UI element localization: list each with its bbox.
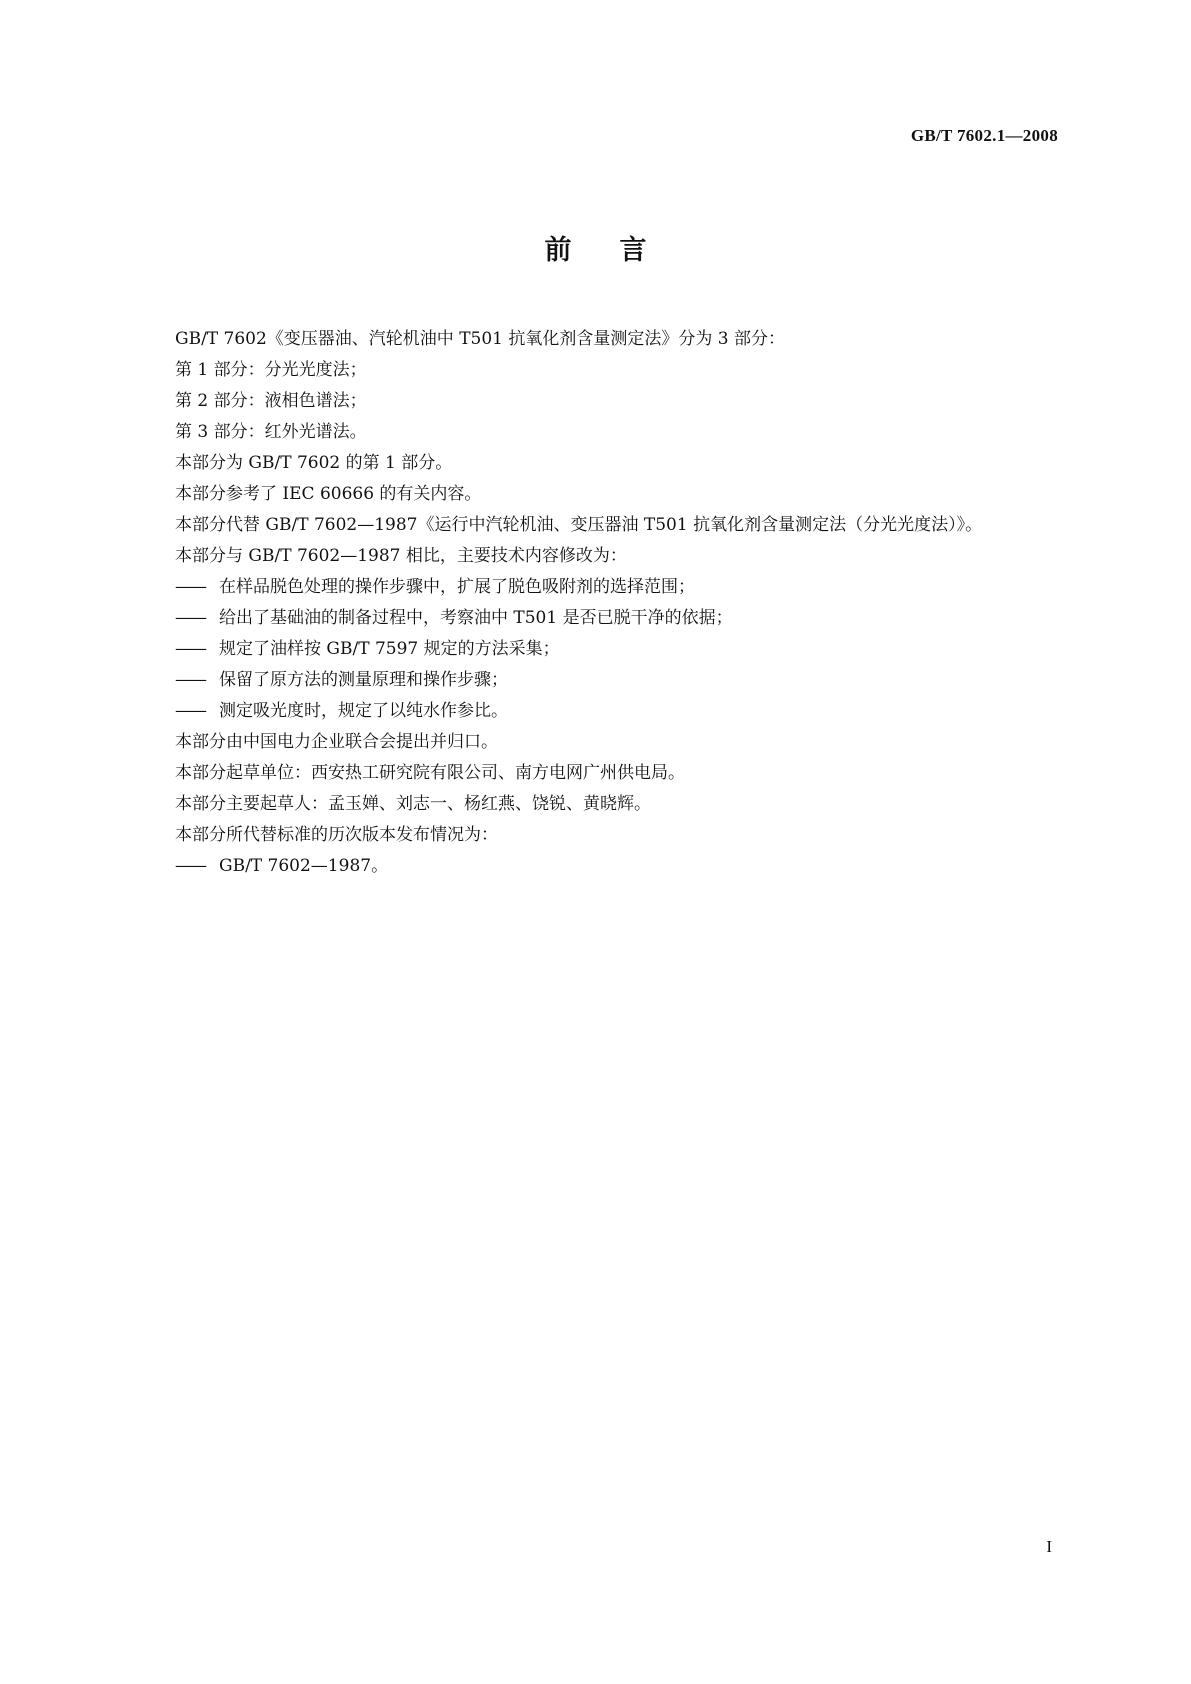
list-item-text: 在样品脱色处理的操作步骤中，扩展了脱色吸附剂的选择范围； [219,577,695,597]
list-item-text: 保留了原方法的测量原理和操作步骤； [219,670,508,690]
paragraph: 第 3 部分：红外光谱法。 [175,422,367,442]
dash-marker: —— [175,608,205,628]
list-item-text: 规定了油样按 GB/T 7597 规定的方法采集； [219,639,560,659]
paragraph: 本部分为 GB/T 7602 的第 1 部分。 [175,453,453,473]
standard-code: GB/T 7602.1—2008 [910,126,1058,145]
paragraph: 本部分由中国电力企业联合会提出并归口。 [175,732,498,752]
page-number: I [1046,1537,1052,1556]
paragraph: 本部分所代替标准的历次版本发布情况为： [175,825,498,845]
list-item [131,603,1059,634]
dash-marker: —— [175,701,205,721]
list-item-text: GB/T 7602—1987。 [219,856,389,876]
paragraph: 第 1 部分：分光光度法； [175,360,367,380]
foreword-body [131,324,1059,882]
page-title: 前言 [544,235,695,266]
list-item [131,665,1059,696]
paragraph: GB/T 7602《变压器油、汽轮机油中 T501 抗氧化剂含量测定法》分为 3 部分： [175,329,786,349]
list-item [131,634,1059,665]
paragraph: 本部分与 GB/T 7602—1987 相比，主要技术内容修改为： [175,546,627,566]
list-item-text: 给出了基础油的制备过程中，考察油中 T501 是否已脱干净的依据； [219,608,733,628]
list-item-text: 测定吸光度时，规定了以纯水作参比。 [219,701,508,721]
list-item [131,696,1059,727]
dash-marker: —— [175,577,205,597]
list-item [131,572,1059,603]
paragraph: 本部分参考了 IEC 60666 的有关内容。 [175,484,482,504]
paragraph: 本部分代替 GB/T 7602—1987《运行中汽轮机油、变压器油 T501 抗氧化剂含量测定法（分光光度法）》。 [175,515,983,535]
paragraph: 本部分主要起草人：孟玉婵、刘志一、杨红燕、饶锐、黄晓辉。 [175,794,651,814]
list-item [131,851,1059,882]
paragraph: 第 2 部分：液相色谱法； [175,391,367,411]
dash-marker: —— [175,670,205,690]
paragraph: 本部分起草单位：西安热工研究院有限公司、南方电网广州供电局。 [175,763,685,783]
dash-marker: —— [175,856,205,876]
dash-marker: —— [175,639,205,659]
